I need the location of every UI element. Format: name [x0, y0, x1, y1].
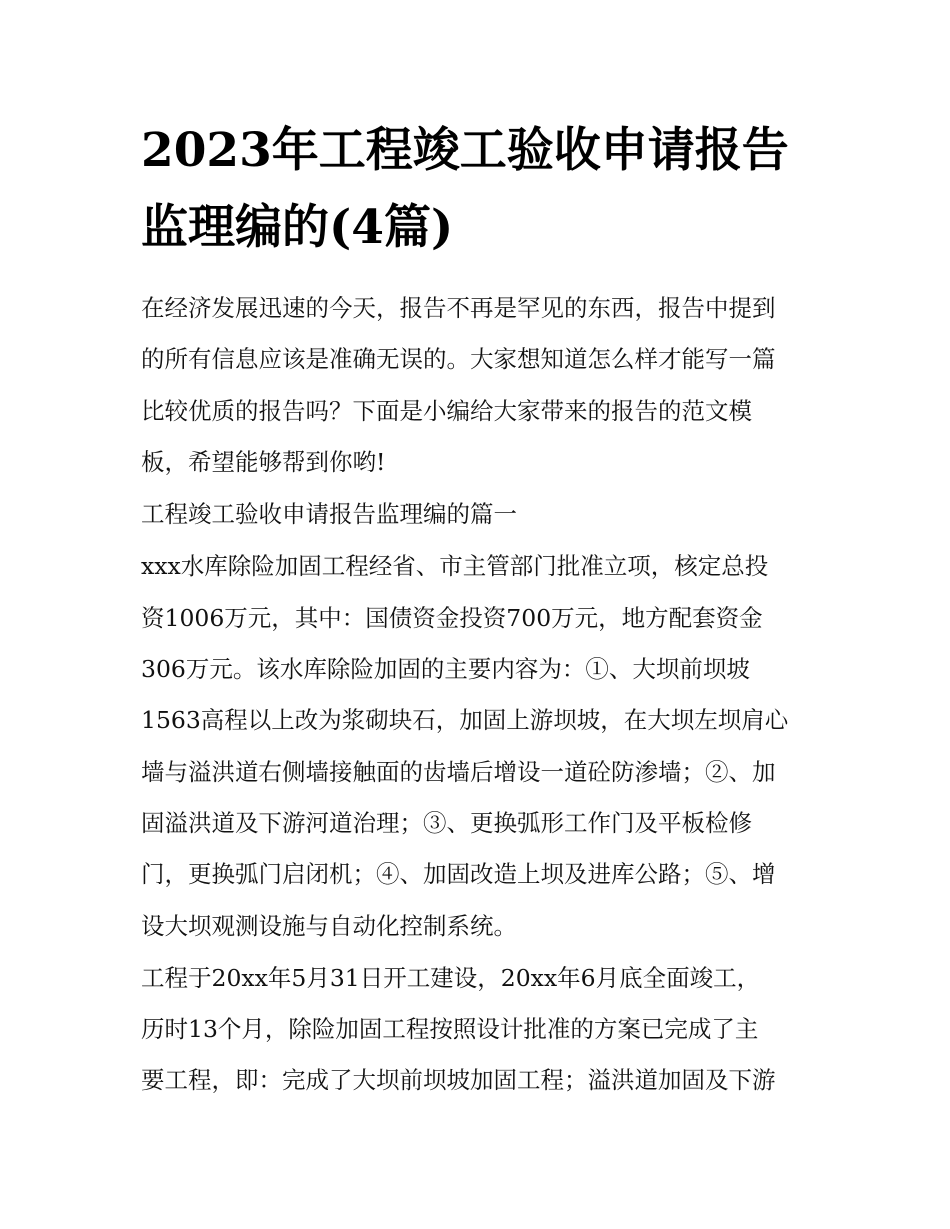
text-line: 固溢洪道及下游河道治理；③、更换弧形工作门及平板检修 [141, 808, 752, 837]
title-line: 监理编的(4篇) [141, 200, 454, 255]
text-line: xxx水库除险加固工程经省、市主管部门批准立项，核定总投 [141, 552, 769, 581]
text-line: 工程于20xx年5月31日开工建设，20xx年6月底全面竣工， [141, 963, 761, 992]
text-line: 工程竣工验收申请报告监理编的篇一 [141, 500, 517, 529]
text-line: 板，希望能够帮到你哟! [141, 447, 386, 476]
document-body [141, 283, 813, 1107]
text-line: 历时13个月，除险加固工程按照设计批准的方案已完成了主 [141, 1015, 759, 1044]
text-line: 306万元。该水库除险加固的主要内容为：①、大坝前坝坡 [141, 655, 750, 684]
project-overview-paragraph [141, 541, 813, 951]
text-line: 墙与溢洪道右侧墙接触面的齿墙后增设一道砼防渗墙；②、加 [141, 757, 776, 786]
text-line: 门，更换弧门启闭机；④、加固改造上坝及进库公路；⑤、增 [141, 860, 776, 889]
text-line: 在经济发展迅速的今天，报告不再是罕见的东西，报告中提到 [141, 294, 776, 322]
document-title [141, 112, 813, 266]
text-line: 比较优质的报告吗？下面是小编给大家带来的报告的范文模 [141, 396, 752, 425]
construction-timeline-paragraph [141, 953, 813, 1107]
title-line: 2023年工程竣工验收申请报告 [141, 123, 789, 178]
document-page [141, 112, 813, 1108]
text-line: 资1006万元，其中：国债资金投资700万元，地方配套资金 [141, 603, 763, 632]
text-line: 的所有信息应该是准确无误的。大家想知道怎么样才能写一篇 [141, 345, 776, 374]
intro-paragraph [141, 283, 813, 488]
text-line: 设大坝观测设施与自动化控制系统。 [141, 911, 517, 940]
text-line: 要工程，即：完成了大坝前坝坡加固工程；溢洪道加固及下游 [141, 1066, 776, 1095]
section-heading [141, 489, 813, 540]
text-line: 1563高程以上改为浆砌块石，加固上游坝坡，在大坝左坝肩心 [141, 706, 789, 735]
